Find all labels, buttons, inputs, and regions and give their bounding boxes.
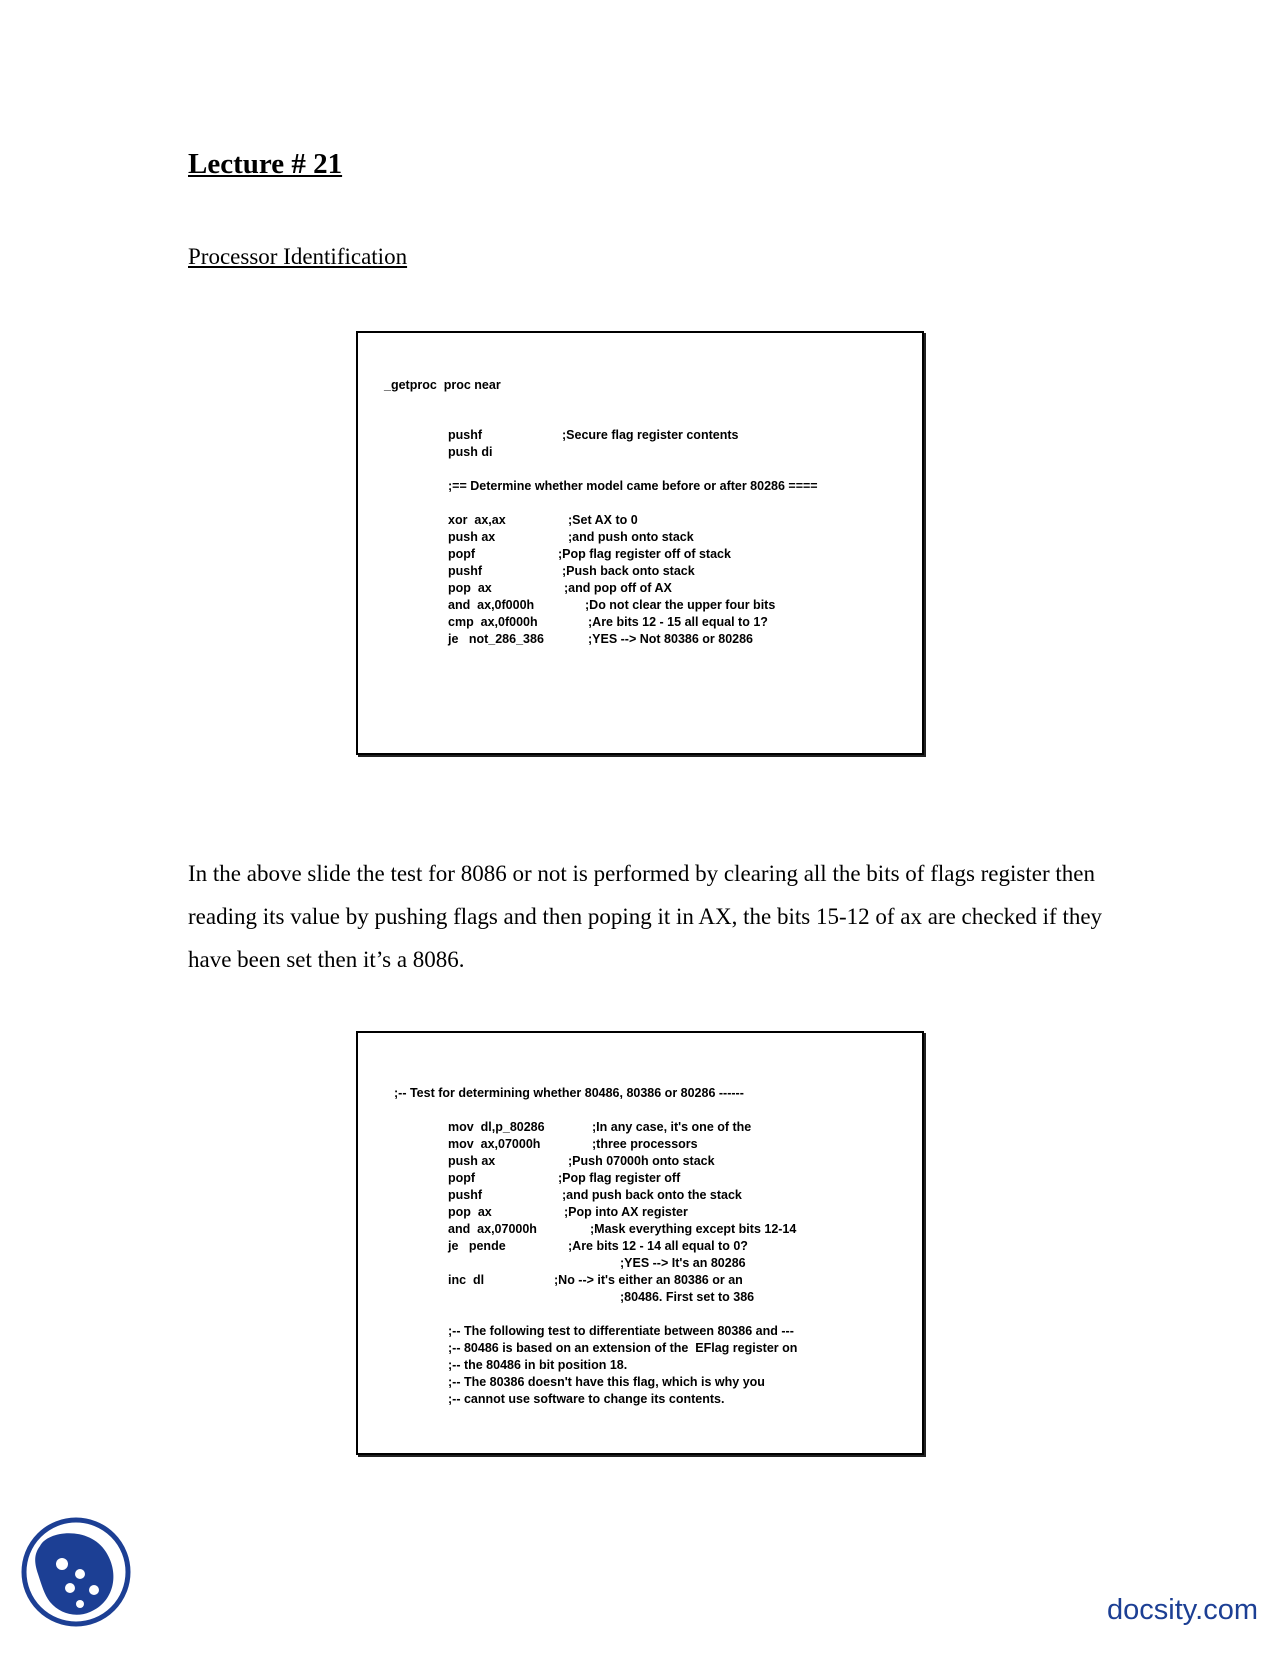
code-comment: ;Are bits 12 - 14 all equal to 0? xyxy=(568,1239,748,1253)
docsity-logo-icon xyxy=(20,1516,132,1628)
slide-1-header: _getproc proc near xyxy=(384,378,501,392)
code-comment: ;80486. First set to 386 xyxy=(620,1290,755,1304)
code-comment: ;Do not clear the upper four bits xyxy=(585,598,776,612)
code-instr: inc dl xyxy=(448,1273,485,1287)
code-instr: cmp ax,0f000h xyxy=(448,615,538,629)
code-instr: push ax xyxy=(448,530,496,544)
code-instr: pushf xyxy=(448,428,483,442)
code-instr: and ax,07000h xyxy=(448,1222,537,1236)
code-instr: je pende xyxy=(448,1239,506,1253)
code-instr: push di xyxy=(448,445,493,459)
code-comment: ;Are bits 12 - 15 all equal to 1? xyxy=(588,615,768,629)
code-comment: ;Pop into AX register xyxy=(564,1205,688,1219)
code-comment: ;YES --> Not 80386 or 80286 xyxy=(588,632,754,646)
code-comment: ;Push 07000h onto stack xyxy=(568,1154,715,1168)
code-instr: popf xyxy=(448,1171,476,1185)
code-comment: ;Pop flag register off of stack xyxy=(558,547,731,561)
section-heading: Processor Identification xyxy=(188,244,408,269)
code-instr: pushf xyxy=(448,1188,483,1202)
code-instr: mov dl,p_80286 xyxy=(448,1120,545,1134)
slide-2-note: ;-- 80486 is based on an extension of the EFlag register on xyxy=(448,1341,798,1355)
code-instr: je not_286_386 xyxy=(448,632,544,646)
code-comment: ;Push back onto stack xyxy=(562,564,695,578)
code-comment: ;Secure flag register contents xyxy=(562,428,739,442)
code-comment: ;Mask everything except bits 12-14 xyxy=(590,1222,797,1236)
slide-2-note: ;-- The 80386 doesn't have this flag, which is why you xyxy=(448,1375,765,1389)
code-slide-2 xyxy=(356,1031,924,1455)
code-comment: ;and push onto stack xyxy=(568,530,694,544)
code-comment: ;No --> it's either an 80386 or an xyxy=(554,1273,743,1287)
slide-2-note: ;-- the 80486 in bit position 18. xyxy=(448,1358,628,1372)
slide-2-note: ;-- cannot use software to change its contents. xyxy=(448,1392,725,1406)
lecture-title: Lecture # 21 xyxy=(188,148,343,180)
slide-1-section-comment: ;== Determine whether model came before or after 80286 ==== xyxy=(448,479,818,493)
slide-2-header: ;-- Test for determining whether 80486, 80386 or 80286 ------ xyxy=(394,1086,744,1100)
code-instr: mov ax,07000h xyxy=(448,1137,541,1151)
code-slide-1 xyxy=(356,331,924,755)
code-instr: pushf xyxy=(448,564,483,578)
code-comment: ;YES --> It's an 80286 xyxy=(620,1256,746,1270)
body-paragraph: In the above slide the test for 8086 or not is performed by clearing all the bits of flags register then reading its value by pushing flags and then poping it in AX, the bits 15-12 of ax are checked if they have been set then it’s a 8086. xyxy=(188,861,1103,972)
docsity-brand-link[interactable]: docsity.com xyxy=(1107,1594,1258,1626)
code-comment: ;and pop off of AX xyxy=(564,581,672,595)
code-instr: popf xyxy=(448,547,476,561)
slide-2-note: ;-- The following test to differentiate between 80386 and --- xyxy=(448,1324,794,1338)
code-instr: pop ax xyxy=(448,581,492,595)
code-instr: xor ax,ax xyxy=(448,513,506,527)
code-comment: ;three processors xyxy=(592,1137,698,1151)
code-comment: ;and push back onto the stack xyxy=(562,1188,742,1202)
code-comment: ;In any case, it's one of the xyxy=(592,1120,752,1134)
code-instr: and ax,0f000h xyxy=(448,598,535,612)
code-comment: ;Pop flag register off xyxy=(558,1171,681,1185)
code-instr: pop ax xyxy=(448,1205,492,1219)
code-comment: ;Set AX to 0 xyxy=(568,513,638,527)
code-instr: push ax xyxy=(448,1154,496,1168)
